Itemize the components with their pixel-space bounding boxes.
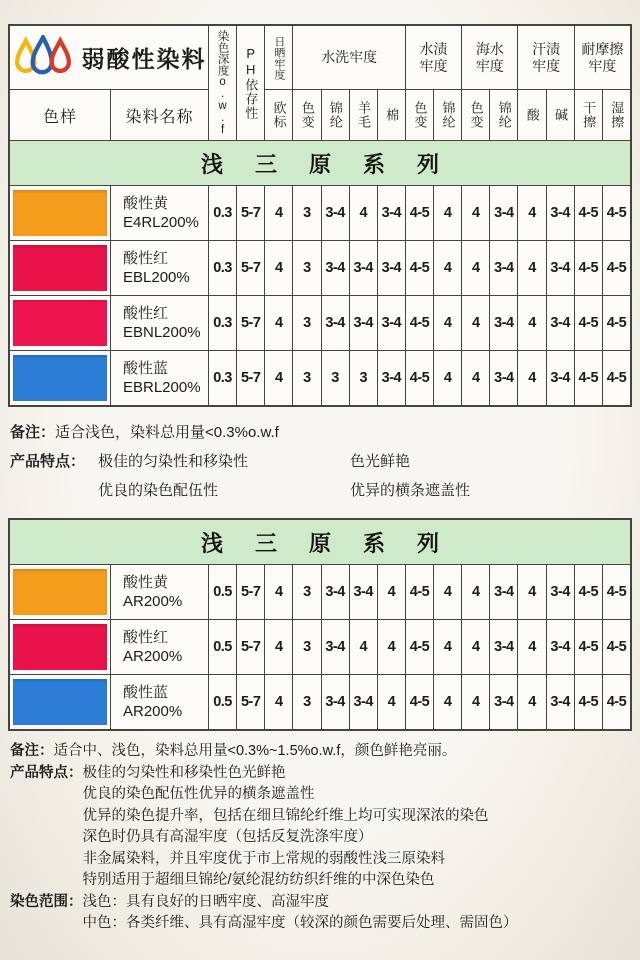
fastness-value: 3-4 <box>547 675 574 729</box>
fastness-value: 4 <box>518 186 545 240</box>
fastness-value: 4 <box>462 351 489 405</box>
fastness-value: 4 <box>265 296 292 350</box>
fastness-value: 3-4 <box>322 186 349 240</box>
fastness-value: 3-4 <box>322 620 349 674</box>
fastness-value: 3-4 <box>378 241 405 295</box>
fastness-value: 3-4 <box>322 675 349 729</box>
dye-code: AR200% <box>123 593 183 610</box>
fastness-value: 4 <box>434 296 461 350</box>
fastness-value: 0.5 <box>209 675 236 729</box>
fastness-value: 4 <box>434 620 461 674</box>
fastness-value: 4-5 <box>603 351 630 405</box>
brand-title: 弱酸性染料 <box>81 46 207 72</box>
features-list <box>83 763 633 892</box>
feature-right: 优异的横条遮盖性 <box>350 482 471 499</box>
fastness-value: 4-5 <box>575 620 602 674</box>
fastness-value: 5-7 <box>237 241 264 295</box>
notes-block-2 <box>10 741 632 935</box>
table-row <box>10 296 630 350</box>
features-section <box>10 763 632 892</box>
fastness-value: 4-5 <box>406 565 433 619</box>
fastness-value: 3-4 <box>350 241 377 295</box>
fastness-value: 4 <box>518 675 545 729</box>
color-swatch <box>13 245 107 291</box>
col-group-seawater: 海水牢度 <box>462 26 517 89</box>
feature-item: 深色时仍具有高湿牢度（包括反复洗涤牢度） <box>82 829 373 845</box>
fastness-value: 3-4 <box>490 620 517 674</box>
fastness-value: 3 <box>293 620 320 674</box>
fastness-value: 3-4 <box>490 351 517 405</box>
fastness-value: 3-4 <box>490 296 517 350</box>
fastness-value: 4 <box>462 186 489 240</box>
features-line-1 <box>10 447 632 476</box>
col-sub-color-change: 色变 <box>406 90 433 140</box>
dye-table-1 <box>8 24 632 407</box>
fastness-value: 4 <box>462 296 489 350</box>
color-sample-cell <box>10 565 110 619</box>
fastness-value: 4 <box>378 565 405 619</box>
col-group-washing: 水洗牢度 <box>293 26 405 89</box>
dye-name: 酸性蓝 <box>123 359 169 377</box>
col-header-sample: 色样 <box>10 90 110 140</box>
fastness-value: 3-4 <box>350 296 377 350</box>
table-row <box>10 565 630 619</box>
fastness-value: 4 <box>518 565 545 619</box>
fastness-value: 3-4 <box>547 296 574 350</box>
fastness-value: 4-5 <box>406 620 433 674</box>
features-label: 产品特点： <box>10 764 83 781</box>
dye-name-cell <box>111 351 208 405</box>
range-item: 中色：各类纤维、具有高湿牢度（较深的颜色需要后处理、需固色） <box>82 915 518 931</box>
range-list <box>83 892 633 935</box>
table-header <box>10 26 630 140</box>
fastness-value: 4-5 <box>603 241 630 295</box>
dye-name: 酸性蓝 <box>123 683 169 701</box>
fastness-value: 4 <box>265 186 292 240</box>
fastness-value: 4-5 <box>406 675 433 729</box>
table-row <box>10 620 630 674</box>
col-group-sunlight: 日晒牢度 <box>265 26 292 89</box>
fastness-value: 3-4 <box>547 241 574 295</box>
dye-code: AR200% <box>123 648 183 665</box>
remark-line <box>10 418 632 447</box>
fastness-value: 5-7 <box>237 351 264 405</box>
fastness-value: 4 <box>434 186 461 240</box>
color-sample-cell <box>10 296 110 350</box>
dye-name: 酸性红 <box>123 304 169 322</box>
range-item: 浅色：具有良好的日晒牢度、高湿牢度 <box>82 893 329 910</box>
fastness-value: 4-5 <box>575 351 602 405</box>
feature-right: 色光鲜艳 <box>350 453 411 470</box>
fastness-value: 4 <box>350 620 377 674</box>
water-drops-logo-icon <box>12 35 74 81</box>
range-label: 染色范围： <box>10 893 83 910</box>
fastness-value: 3-4 <box>490 241 517 295</box>
fastness-value: 5-7 <box>237 186 264 240</box>
fastness-value: 5-7 <box>237 296 264 350</box>
col-sub-wool: 羊毛 <box>350 90 377 140</box>
fastness-value: 3-4 <box>547 186 574 240</box>
fastness-value: 3 <box>293 296 320 350</box>
fastness-value: 3-4 <box>378 186 405 240</box>
fastness-value: 4 <box>518 241 545 295</box>
fastness-value: 4 <box>462 675 489 729</box>
color-sample-cell <box>10 675 110 729</box>
col-group-perspiration: 汗渍牢度 <box>518 26 573 89</box>
color-sample-cell <box>10 620 110 674</box>
dye-name-cell <box>111 241 208 295</box>
col-sub-acid: 酸 <box>518 90 545 140</box>
col-header-ph: PH依存性 <box>237 26 264 140</box>
remark-text: 适合浅色，染料总用量<0.3%o.w.f <box>55 424 279 441</box>
fastness-value: 0.5 <box>209 620 236 674</box>
brand-cell <box>10 26 208 89</box>
dye-name-cell <box>111 675 208 729</box>
fastness-value: 3-4 <box>547 351 574 405</box>
fastness-value: 0.3 <box>209 296 236 350</box>
color-swatch <box>13 679 107 725</box>
remark-label: 备注： <box>10 424 56 441</box>
fastness-value: 3-4 <box>350 675 377 729</box>
fastness-value: 3-4 <box>378 351 405 405</box>
color-swatch <box>13 355 107 401</box>
dye-code: EBRL200% <box>123 379 201 396</box>
fastness-value: 0.3 <box>209 186 236 240</box>
fastness-value: 4 <box>462 565 489 619</box>
remark-label: 备注： <box>10 743 54 759</box>
fastness-value: 5-7 <box>237 620 264 674</box>
col-header-dye-name: 染料名称 <box>111 90 208 140</box>
color-swatch <box>13 624 107 670</box>
fastness-value: 4-5 <box>603 620 630 674</box>
remark-text: 适合中、浅色，染料总用量<0.3%~1.5%o.w.f，颜色鲜艳亮丽。 <box>53 743 457 759</box>
feature-item: 特别适用于超细旦锦纶/氨纶混纺纺织纤维的中深色染色 <box>82 872 435 888</box>
table-2-rows <box>10 565 630 729</box>
dye-name: 酸性黄 <box>123 573 169 591</box>
fastness-value: 0.5 <box>209 565 236 619</box>
fastness-value: 4-5 <box>575 241 602 295</box>
fastness-value: 3-4 <box>547 620 574 674</box>
fastness-value: 3-4 <box>547 565 574 619</box>
color-sample-cell <box>10 186 110 240</box>
col-sub-color-change: 色变 <box>293 90 320 140</box>
color-sample-cell <box>10 241 110 295</box>
series-banner: 浅三原系列 <box>10 141 630 185</box>
series-banner: 浅三原系列 <box>10 520 630 564</box>
fastness-value: 3-4 <box>322 296 349 350</box>
fastness-value: 4 <box>378 620 405 674</box>
feature-item: 极佳的匀染性和移染性色光鲜艳 <box>82 764 286 781</box>
fastness-value: 4 <box>434 565 461 619</box>
dye-name-cell <box>111 186 208 240</box>
table-row <box>10 351 630 405</box>
dye-code: EBL200% <box>123 269 190 286</box>
fastness-value: 4 <box>434 351 461 405</box>
fastness-value: 4-5 <box>603 186 630 240</box>
col-header-depth: 染色深度o.w.f <box>209 26 236 140</box>
fastness-value: 4 <box>518 620 545 674</box>
fastness-value: 4 <box>350 186 377 240</box>
color-swatch <box>13 300 107 346</box>
col-group-water-stain: 水渍牢度 <box>406 26 461 89</box>
fastness-value: 4-5 <box>575 186 602 240</box>
fastness-value: 3-4 <box>490 186 517 240</box>
fastness-value: 4 <box>518 351 545 405</box>
dye-table-2 <box>8 518 632 731</box>
dye-name: 酸性红 <box>123 628 169 646</box>
dye-code: AR200% <box>123 703 183 720</box>
feature-left: 优良的染色配伍性 <box>98 482 219 499</box>
fastness-value: 3-4 <box>490 565 517 619</box>
dye-name-cell <box>111 565 208 619</box>
fastness-value: 4 <box>378 675 405 729</box>
col-sub-eu-standard: 欧标 <box>265 90 292 140</box>
col-group-rubbing: 耐摩擦牢度 <box>575 26 630 89</box>
fastness-value: 4-5 <box>575 675 602 729</box>
fastness-value: 4-5 <box>406 351 433 405</box>
feature-left: 极佳的匀染性和移染性 <box>98 453 249 470</box>
fastness-value: 4-5 <box>575 296 602 350</box>
fastness-value: 4 <box>265 565 292 619</box>
fastness-value: 4 <box>265 241 292 295</box>
dye-code: E4RL200% <box>123 214 199 231</box>
fastness-value: 4-5 <box>406 296 433 350</box>
fastness-value: 4 <box>265 620 292 674</box>
fastness-value: 4 <box>434 675 461 729</box>
table-row <box>10 241 630 295</box>
col-sub-cotton: 棉 <box>378 90 405 140</box>
feature-item: 非金属染料，并且牢度优于市上常规的弱酸性浅三原染料 <box>82 850 445 867</box>
fastness-value: 4 <box>265 351 292 405</box>
feature-item: 优异的染色提升率，包括在细旦锦纶纤维上均可实现深浓的染色 <box>82 807 489 824</box>
color-sample-cell <box>10 351 110 405</box>
fastness-value: 3 <box>293 565 320 619</box>
fastness-value: 4-5 <box>603 565 630 619</box>
fastness-value: 3-4 <box>350 565 377 619</box>
features-label: 产品特点： <box>10 453 86 470</box>
remark-line <box>10 741 632 763</box>
dye-name: 酸性黄 <box>123 194 169 212</box>
fastness-value: 3-4 <box>490 675 517 729</box>
fastness-value: 3-4 <box>378 296 405 350</box>
dye-name: 酸性红 <box>123 249 169 267</box>
fastness-value: 3 <box>293 675 320 729</box>
range-section <box>10 892 632 935</box>
fastness-value: 4 <box>462 241 489 295</box>
fastness-value: 4 <box>434 241 461 295</box>
col-sub-alkali: 碱 <box>547 90 574 140</box>
fastness-value: 3 <box>350 351 377 405</box>
feature-item: 优良的染色配伍性优异的横条遮盖性 <box>82 786 315 802</box>
fastness-value: 5-7 <box>237 675 264 729</box>
fastness-value: 3-4 <box>322 241 349 295</box>
dye-name-cell <box>111 620 208 674</box>
color-swatch <box>13 569 107 615</box>
fastness-value: 3-4 <box>322 565 349 619</box>
dye-code: EBNL200% <box>123 324 201 341</box>
col-sub-dry-rub: 干擦 <box>575 90 602 140</box>
features-line-2 <box>10 476 632 505</box>
table-row <box>10 186 630 240</box>
fastness-value: 5-7 <box>237 565 264 619</box>
fastness-value: 4 <box>462 620 489 674</box>
col-sub-nylon: 锦纶 <box>434 90 461 140</box>
fastness-value: 4 <box>265 675 292 729</box>
notes-block-1 <box>10 418 632 505</box>
fastness-value: 4-5 <box>575 565 602 619</box>
fastness-value: 4-5 <box>406 241 433 295</box>
dye-name-cell <box>111 296 208 350</box>
table-row <box>10 675 630 729</box>
fastness-value: 3 <box>322 351 349 405</box>
fastness-value: 3 <box>293 351 320 405</box>
table-1-rows <box>10 186 630 405</box>
fastness-value: 0.3 <box>209 351 236 405</box>
col-sub-color-change: 色变 <box>462 90 489 140</box>
fastness-value: 0.3 <box>209 241 236 295</box>
fastness-value: 3 <box>293 186 320 240</box>
fastness-value: 3 <box>293 241 320 295</box>
color-swatch <box>13 190 107 236</box>
col-sub-nylon: 锦纶 <box>490 90 517 140</box>
fastness-value: 4-5 <box>603 296 630 350</box>
col-sub-wet-rub: 湿擦 <box>603 90 630 140</box>
fastness-value: 4-5 <box>603 675 630 729</box>
col-sub-nylon: 锦纶 <box>322 90 349 140</box>
fastness-value: 4-5 <box>406 186 433 240</box>
fastness-value: 4 <box>518 296 545 350</box>
